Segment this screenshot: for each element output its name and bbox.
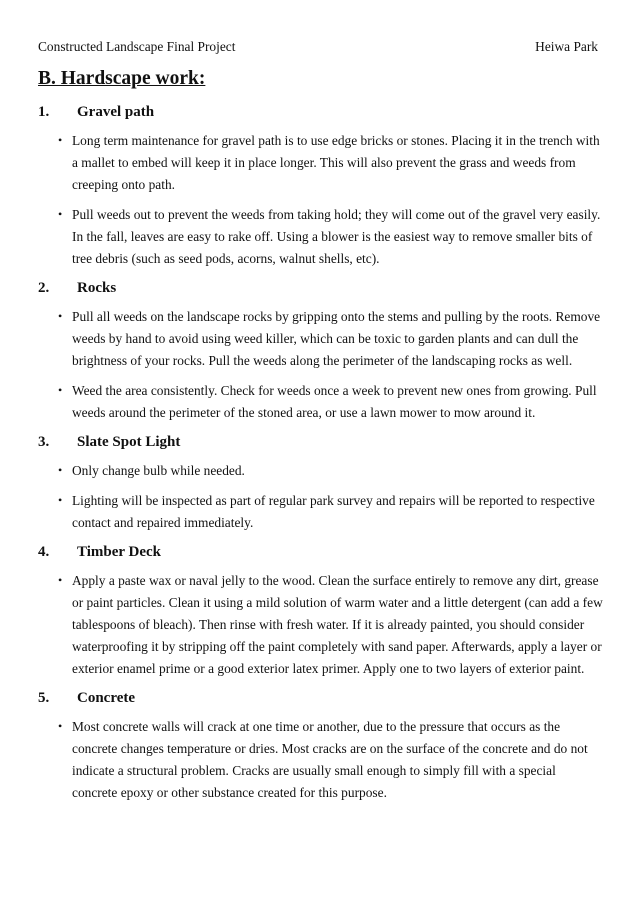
item-number: 3. xyxy=(38,434,50,450)
item-heading xyxy=(38,102,604,122)
item-title: Rocks xyxy=(77,280,117,296)
bullet-icon: • xyxy=(58,383,63,397)
bullet-text: Long term maintenance for gravel path is to use edge bricks or stones. Placing it in the trench with a mallet to embed will keep it in place longer. This will also prevent the grass and weeds from creeping onto path. xyxy=(72,133,600,192)
bullet-icon: • xyxy=(58,493,63,507)
item-rocks xyxy=(38,278,604,424)
page-header xyxy=(38,38,598,56)
bullet-icon: • xyxy=(58,207,63,221)
list-item xyxy=(38,460,604,482)
bullet-icon: • xyxy=(58,719,63,733)
bullet-text: Pull weeds out to prevent the weeds from taking hold; they will come out of the gravel very easily. In the fall, leaves are easy to rake off. Using a blower is the easiest way to remove smaller bits of tree debris (such as seed pods, acorns, walnut shells, etc). xyxy=(72,207,601,266)
section-title: B. Hardscape work: xyxy=(38,68,206,89)
document-body xyxy=(38,66,604,812)
bullet-icon: • xyxy=(58,463,63,477)
bullet-text: Weed the area consistently. Check for weeds once a week to prevent new ones from growing. Pull weeds around the perimeter of the stoned area, or use a lawn mower to mow around it. xyxy=(72,383,597,420)
list-item xyxy=(38,306,604,372)
bullet-list xyxy=(38,570,604,680)
bullet-icon: • xyxy=(58,309,63,323)
bullet-list xyxy=(38,130,604,270)
item-gravel-path xyxy=(38,102,604,270)
list-item xyxy=(38,490,604,534)
header-project-title: Constructed Landscape Final Project xyxy=(38,39,236,54)
bullet-icon: • xyxy=(58,133,63,147)
bullet-text: Pull all weeds on the landscape rocks by gripping onto the stems and pulling by the roots. Remove weeds by hand to avoid using weed killer, which can be toxic to garden plants and can dull the brightness of your rocks. Pull the weeds along the perimeter of the landscaping rocks as well. xyxy=(72,309,601,368)
item-concrete xyxy=(38,688,604,804)
header-park-name: Heiwa Park xyxy=(535,39,598,54)
bullet-list xyxy=(38,460,604,534)
bullet-text: Apply a paste wax or naval jelly to the wood. Clean the surface entirely to remove any dirt, grease or paint particles. Clean it using a mild solution of warm water and a little detergent (can add a few tablespoons of bleach). Then rinse with fresh water. If it is already painted, you should consider waterproofing it by stripping off the paint completely with sand paper. Afterwards, apply a layer or exterior enamel prime or a good exterior latex primer. Apply one to two layers of exterior paint. xyxy=(72,573,603,676)
item-number: 1. xyxy=(38,104,50,120)
item-slate-spot-light xyxy=(38,432,604,534)
item-title: Concrete xyxy=(77,690,136,706)
list-item xyxy=(38,380,604,424)
item-heading xyxy=(38,432,604,452)
item-number: 5. xyxy=(38,690,50,706)
item-title: Slate Spot Light xyxy=(77,434,181,450)
bullet-text: Only change bulb while needed. xyxy=(72,463,245,478)
item-heading xyxy=(38,688,604,708)
item-heading xyxy=(38,278,604,298)
list-item xyxy=(38,204,604,270)
list-item xyxy=(38,570,604,680)
item-number: 2. xyxy=(38,280,50,296)
list-item xyxy=(38,130,604,196)
item-title: Gravel path xyxy=(77,104,155,120)
item-heading xyxy=(38,542,604,562)
bullet-text: Lighting will be inspected as part of regular park survey and repairs will be reported to respective contact and repaired immediately. xyxy=(72,493,595,530)
bullet-icon: • xyxy=(58,573,63,587)
item-title: Timber Deck xyxy=(77,544,162,560)
bullet-text: Most concrete walls will crack at one time or another, due to the pressure that occurs as the concrete changes temperature or dries. Most cracks are on the surface of the concrete and do not indicate a structural problem. Cracks are usually small enough to simply fill with a special concrete epoxy or other substance created for this purpose. xyxy=(72,719,588,800)
bullet-list xyxy=(38,716,604,804)
bullet-list xyxy=(38,306,604,424)
list-item xyxy=(38,716,604,804)
item-number: 4. xyxy=(38,544,50,560)
item-timber-deck xyxy=(38,542,604,680)
